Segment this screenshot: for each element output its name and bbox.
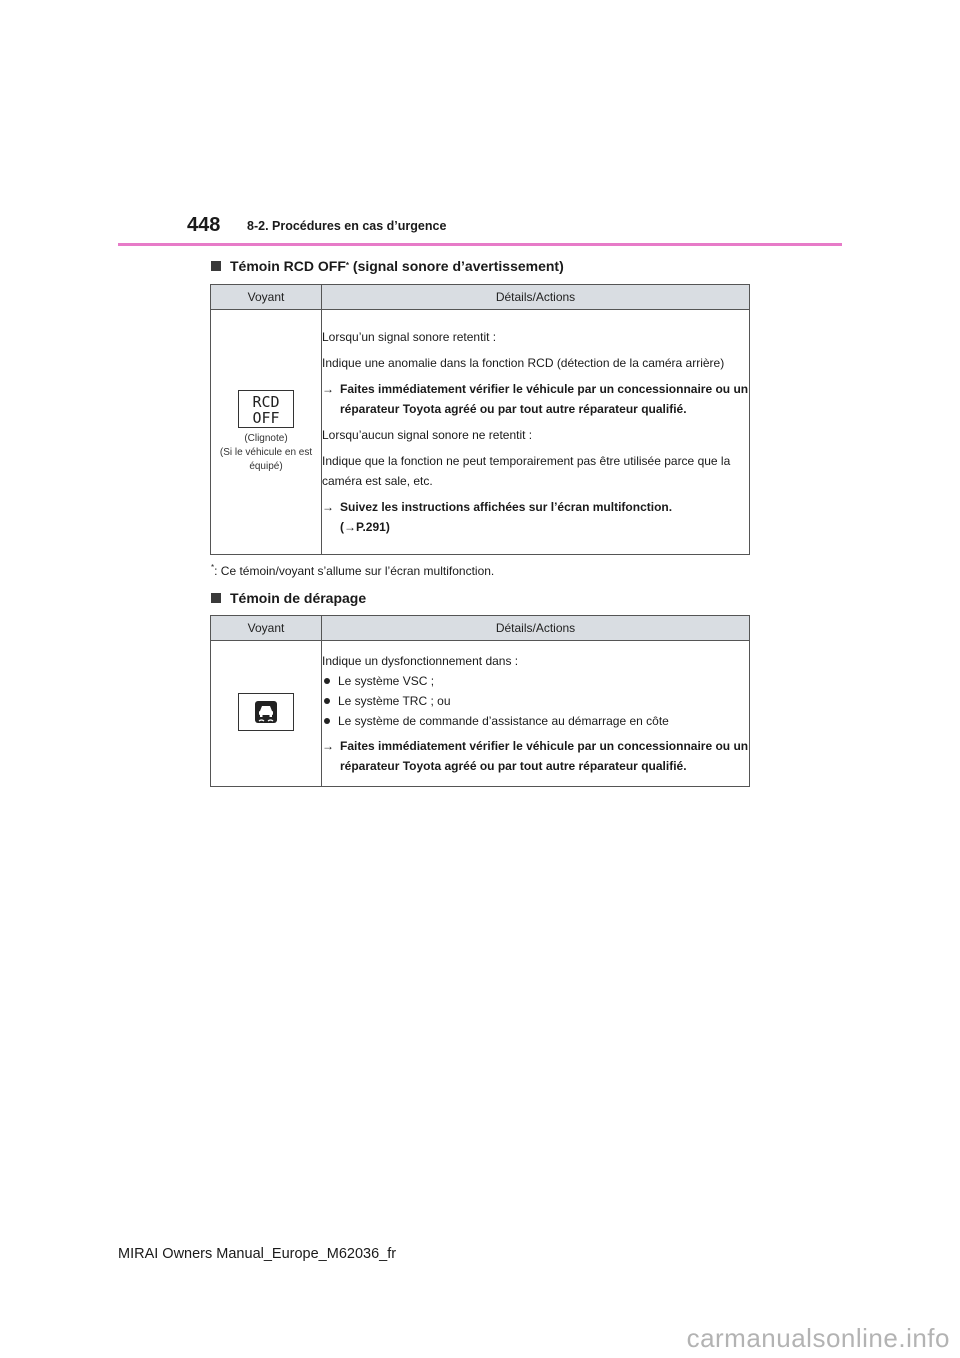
- col-voyant-header: Voyant: [211, 616, 322, 641]
- section-title: 8-2. Procédures en cas d’urgence: [247, 219, 447, 233]
- arrow-icon: →: [322, 500, 334, 514]
- heading-text: Témoin RCD OFF: [230, 258, 346, 274]
- case1-action-text: Faites immédiatement vérifier le véhicule par un concessionnaire ou un réparateur Toyota agréé ou par tout autre réparateur qualifié.: [340, 382, 749, 416]
- footnote: [211, 563, 494, 578]
- slip-action-text: Faites immédiatement vérifier le véhicule par un concessionnaire ou un réparateur Toyota agréé ou par tout autre réparateur qualifié.: [340, 739, 749, 773]
- bullet-dot-icon: [324, 718, 330, 724]
- heading-suffix: (signal sonore d’avertissement): [349, 258, 564, 274]
- case2-text: Indique que la fonction ne peut temporairement pas être utilisée parce que la caméra est sale, etc.: [322, 454, 731, 488]
- case2-title: Lorsqu’aucun signal sonore ne retentit :: [322, 428, 533, 442]
- page-ref-link[interactable]: (→P.291): [340, 520, 390, 534]
- slip-systems-list: [322, 671, 749, 731]
- footnote-marker: *: [211, 563, 215, 572]
- slip-action: [322, 736, 749, 776]
- icon-caption-equipped: (Si le véhicule en est équipé): [219, 447, 313, 472]
- voyant-cell: [211, 310, 322, 555]
- col-voyant-header: Voyant: [211, 285, 322, 310]
- case1-text: Indique une anomalie dans la fonction RCD (détection de la caméra arrière): [322, 356, 725, 370]
- case1-title: Lorsqu’un signal sonore retentit :: [322, 330, 497, 344]
- list-item: Le système TRC ; ou: [322, 691, 749, 711]
- slip-heading: [211, 590, 366, 606]
- col-details-header: Détails/Actions: [322, 616, 750, 641]
- square-bullet-icon: [211, 261, 221, 271]
- col-details-header: Détails/Actions: [322, 285, 750, 310]
- page-number: 448: [187, 214, 221, 236]
- list-item: Le système de commande d’assistance au démarrage en côte: [322, 711, 749, 731]
- bullet-dot-icon: [324, 678, 330, 684]
- square-bullet-icon: [211, 593, 221, 603]
- rcd-off-heading: Témoin RCD OFF * (signal sonore d’avertissement): [211, 258, 564, 274]
- rcd-off-table: [210, 284, 750, 555]
- icon-text-rcd: RCD: [252, 393, 280, 411]
- bullet-dot-icon: [324, 698, 330, 704]
- arrow-icon: →: [344, 520, 356, 534]
- slip-table: [210, 615, 750, 787]
- list-item: Le système VSC ;: [322, 671, 749, 691]
- heading-text: Témoin de dérapage: [230, 590, 367, 606]
- footnote-text: : Ce témoin/voyant s’allume sur l’écran multifonction.: [214, 564, 495, 578]
- voyant-cell: [211, 641, 322, 787]
- slip-indicator-icon: [238, 693, 294, 731]
- arrow-icon: →: [322, 382, 334, 396]
- rcd-off-icon: [238, 390, 294, 428]
- case2-action-text: Suivez les instructions affichées sur l’écran multifonction.: [340, 500, 673, 514]
- details-cell: [322, 310, 750, 555]
- slip-intro: Indique un dysfonctionnement dans :: [322, 654, 519, 668]
- icon-caption-blink: (Clignote): [244, 433, 288, 444]
- icon-text-off: OFF: [252, 409, 280, 427]
- details-cell: [322, 641, 750, 787]
- footer-manual-id: MIRAI Owners Manual_Europe_M62036_fr: [118, 1246, 397, 1262]
- arrow-icon: →: [322, 739, 334, 753]
- case1-action: [322, 379, 749, 419]
- header-rule: [118, 243, 842, 246]
- case2-action: [322, 497, 749, 537]
- watermark: carmanualsonline.info: [686, 1323, 950, 1353]
